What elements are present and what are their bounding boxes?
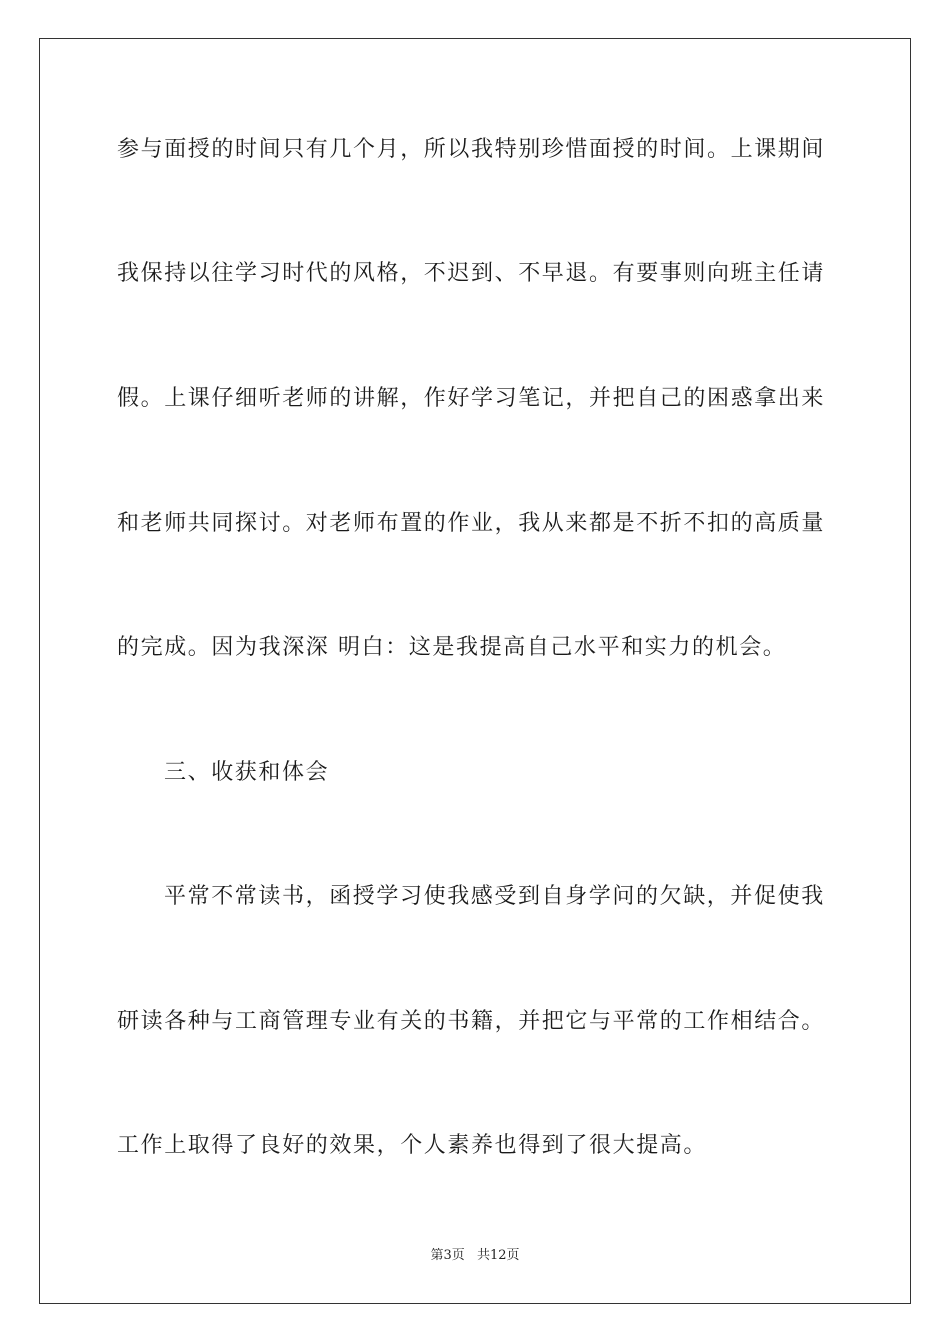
body-line-4: 和老师共同探讨。对老师布置的作业，我从来都是不折不扣的高质量 bbox=[117, 511, 826, 536]
body-line-7: 研读各种与工商管理专业有关的书籍，并把它与平常的工作相结合。 bbox=[117, 1009, 826, 1034]
page-border bbox=[39, 38, 911, 1304]
page-footer bbox=[0, 1246, 950, 1266]
body-line-8: 工作上取得了良好的效果，个人素养也得到了很大提高。 bbox=[117, 1133, 708, 1158]
page-total: 共12页 bbox=[476, 1248, 520, 1263]
body-line-5: 的完成。因为我深深 明白：这是我提高自己水平和实力的机会。 bbox=[117, 635, 787, 660]
page-number: 第3页 bbox=[430, 1248, 465, 1263]
section-heading: 三、收获和体会 bbox=[164, 760, 330, 785]
body-line-2: 我保持以往学习时代的风格，不迟到、不早退。有要事则向班主任请 bbox=[117, 261, 826, 286]
body-line-1: 参与面授的时间只有几个月，所以我特别珍惜面授的时间。上课期间 bbox=[117, 137, 826, 162]
body-line-3: 假。上课仔细听老师的讲解，作好学习笔记，并把自己的困惑拿出来 bbox=[117, 386, 826, 411]
body-line-6: 平常不常读书，函授学习使我感受到自身学问的欠缺，并促使我 bbox=[164, 884, 825, 909]
